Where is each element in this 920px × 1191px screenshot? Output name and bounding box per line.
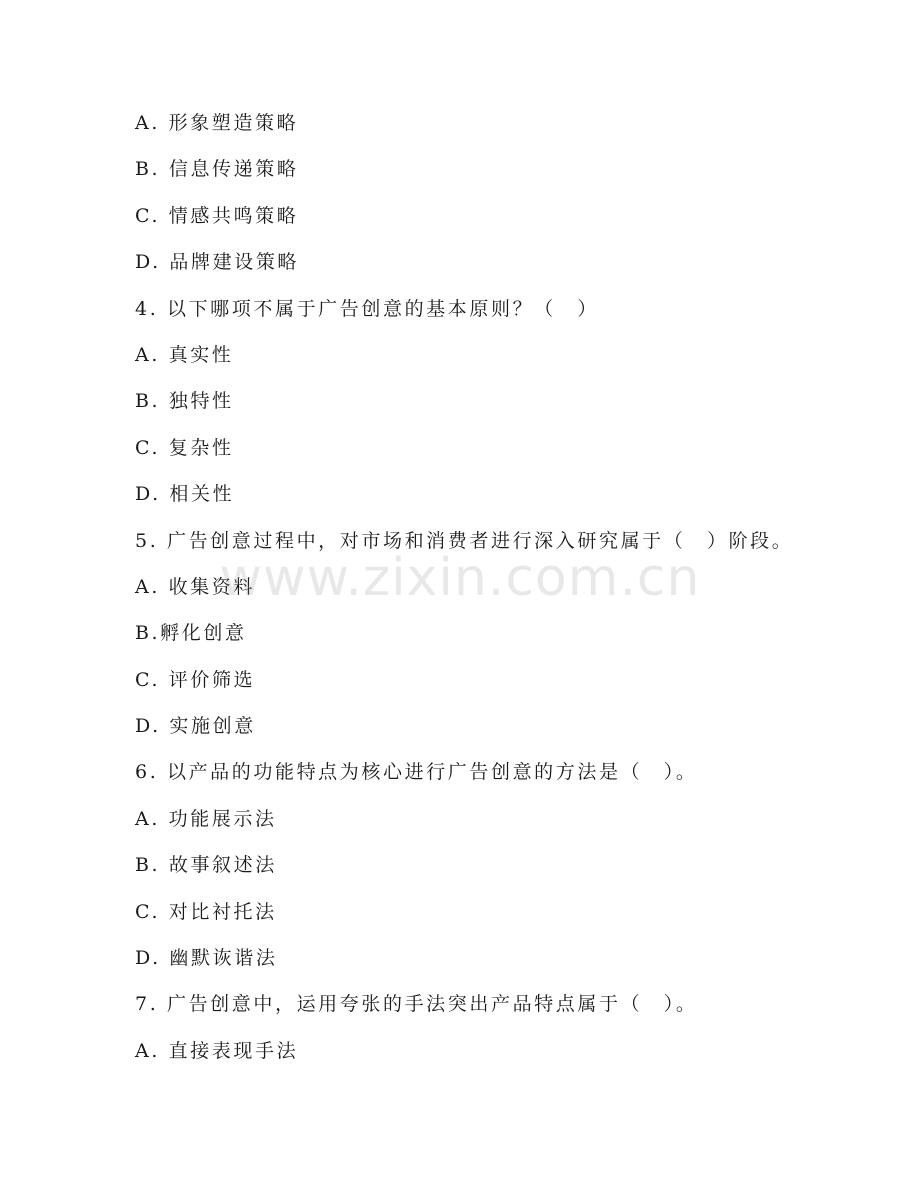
option-line: A. 收集资料	[135, 575, 256, 598]
option-line: D. 实施创意	[135, 715, 256, 738]
option-line: D. 品牌建设策略	[135, 251, 300, 274]
question-lines	[135, 106, 855, 1080]
option-line: B.孵化创意	[135, 622, 247, 645]
option-line: A. 直接表现手法	[135, 1039, 299, 1062]
question-line: 7. 广告创意中，运用夸张的手法突出产品特点属于（ ）。	[135, 993, 698, 1016]
watermark: www.zixin.com.cn	[219, 548, 701, 608]
question-line: 6. 以产品的功能特点为核心进行广告创意的方法是（ ）。	[135, 761, 698, 784]
option-line: D. 幽默诙谐法	[135, 947, 278, 970]
option-line: B. 信息传递策略	[135, 158, 299, 181]
option-line: C. 复杂性	[135, 436, 234, 459]
option-line: D. 相关性	[135, 483, 235, 506]
option-line: C. 评价筛选	[135, 668, 256, 691]
question-line: 4. 以下哪项不属于广告创意的基本原则？（ ）	[135, 297, 599, 320]
question-line: 5. 广告创意过程中，对市场和消费者进行深入研究属于（ ）阶段。	[135, 529, 794, 552]
option-line: B. 故事叙述法	[135, 854, 277, 877]
option-line: C. 情感共鸣策略	[135, 204, 299, 227]
option-line: A. 功能展示法	[135, 807, 277, 830]
option-line: C. 对比衬托法	[135, 900, 277, 923]
option-line: B. 独特性	[135, 390, 234, 413]
option-line: A. 真实性	[135, 343, 234, 366]
option-line: A. 形象塑造策略	[135, 112, 299, 134]
